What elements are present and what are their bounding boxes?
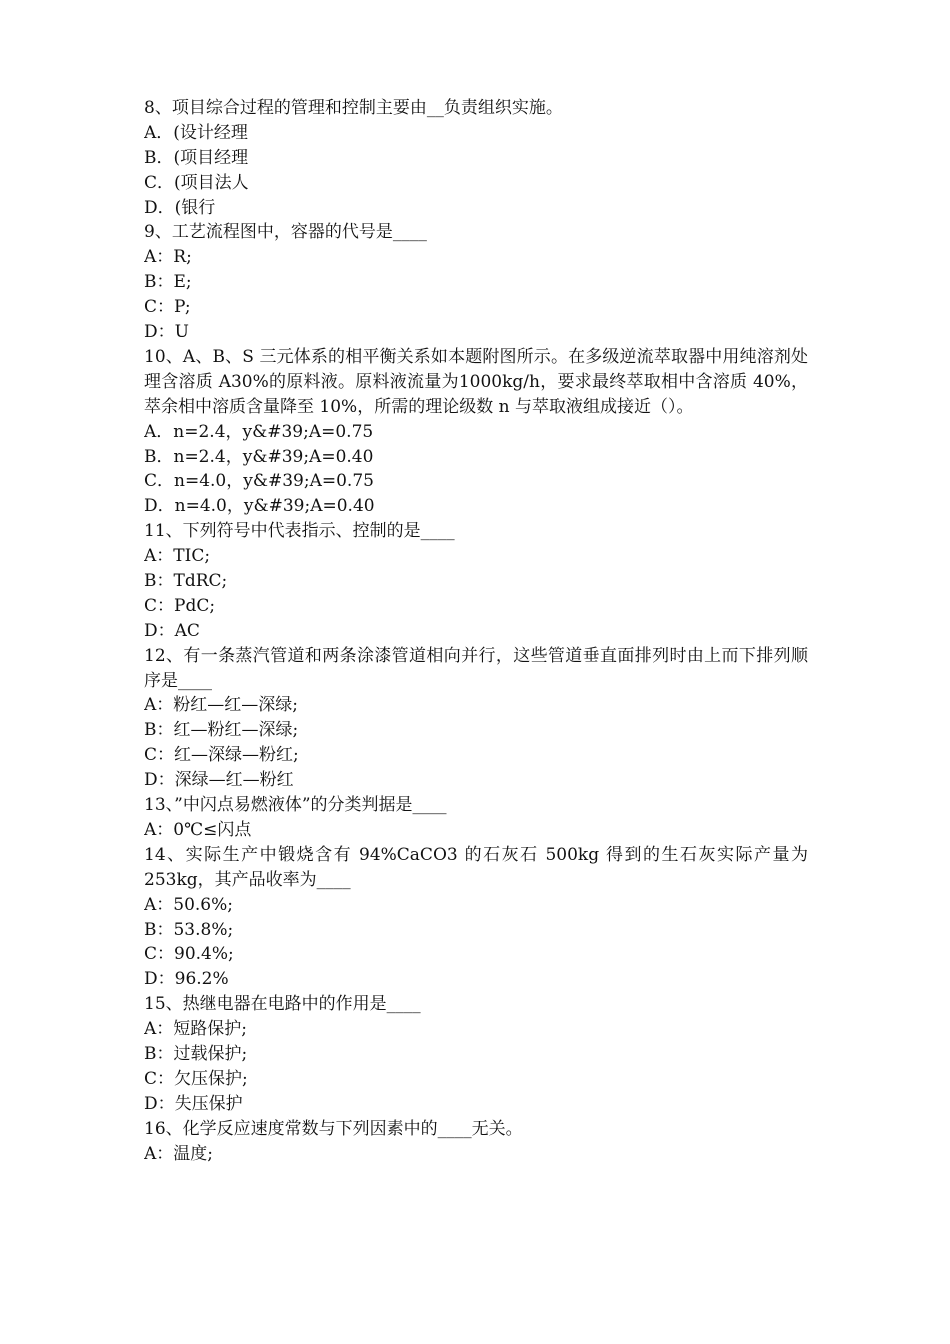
question-14-stem: 14、实际生产中锻烧含有 94%CaCO3 的石灰石 500kg 得到的生石灰实际产量为253kg，其产品收率为____ xyxy=(144,844,808,890)
question-8-option-b: B．(项目经理 xyxy=(144,147,249,168)
question-9-stem: 9、工艺流程图中，容器的代号是____ xyxy=(144,222,427,243)
question-9-option-c: C：P; xyxy=(144,297,191,318)
question-12-option-d: D：深绿—红—粉红 xyxy=(144,770,294,791)
question-15-option-b: B：过载保护; xyxy=(144,1043,248,1064)
question-11-option-d: D：AC xyxy=(144,620,200,641)
question-8-option-c: C．(项目法人 xyxy=(144,172,249,193)
question-13-option-a: A：0℃≤闪点 xyxy=(144,819,252,840)
question-10-option-b: B．n=2.4，y&#39;A=0.40 xyxy=(144,446,374,467)
question-8-option-d: D．(银行 xyxy=(144,197,216,218)
question-8-stem: 8、项目综合过程的管理和控制主要由__负责组织实施。 xyxy=(144,98,563,118)
question-13-stem: 13、”中闪点易燃液体”的分类判据是____ xyxy=(144,795,447,816)
question-9-option-b: B：E; xyxy=(144,272,192,293)
question-16-option-a: A：温度; xyxy=(144,1143,214,1164)
question-14-option-c: C：90.4%; xyxy=(144,944,234,965)
question-10-option-d: D．n=4.0，y&#39;A=0.40 xyxy=(144,496,375,517)
question-14-option-b: B：53.8%; xyxy=(144,919,234,940)
question-11-option-b: B：TdRC; xyxy=(144,570,228,591)
question-10-option-a: A．n=2.4，y&#39;A=0.75 xyxy=(144,421,374,442)
question-8-option-a: A．(设计经理 xyxy=(144,122,248,143)
question-12-option-c: C：红—深绿—粉红; xyxy=(144,745,299,766)
question-10-option-c: C．n=4.0，y&#39;A=0.75 xyxy=(144,471,374,492)
question-16-stem: 16、化学反应速度常数与下列因素中的____无关。 xyxy=(144,1118,523,1139)
question-11-stem: 11、下列符号中代表指示、控制的是____ xyxy=(144,521,455,542)
question-15-option-a: A：短路保护; xyxy=(144,1019,248,1040)
document-page xyxy=(144,96,808,1166)
question-14-option-a: A：50.6%; xyxy=(144,894,234,915)
question-14-option-d: D：96.2% xyxy=(144,969,229,990)
question-15-stem: 15、热继电器在电路中的作用是____ xyxy=(144,994,421,1015)
question-10-stem: 10、A、B、S 三元体系的相平衡关系如本题附图所示。在多级逆流萃取器中用纯溶剂处理含溶质 A30%的原料液。原料液流量为1000kg/h，要求最终萃取相中含溶质 40%，萃余相中溶质含量降至 10%，所需的理论级数 n 与萃取液组成接近（）。 xyxy=(144,346,808,417)
question-11-option-c: C：PdC; xyxy=(144,595,216,616)
question-15-option-d: D：失压保护 xyxy=(144,1093,243,1114)
question-9-option-d: D：U xyxy=(144,322,189,343)
question-11-option-a: A：TIC; xyxy=(144,546,211,567)
question-12-option-b: B：红—粉红—深绿; xyxy=(144,720,299,741)
question-9-option-a: A：R; xyxy=(144,247,192,268)
question-12-option-a: A：粉红—红—深绿; xyxy=(144,695,299,716)
question-12-stem: 12、有一条蒸汽管道和两条涂漆管道相向并行，这些管道垂直面排列时由上而下排列顺序是____ xyxy=(144,645,808,691)
question-15-option-c: C：欠压保护; xyxy=(144,1068,248,1089)
